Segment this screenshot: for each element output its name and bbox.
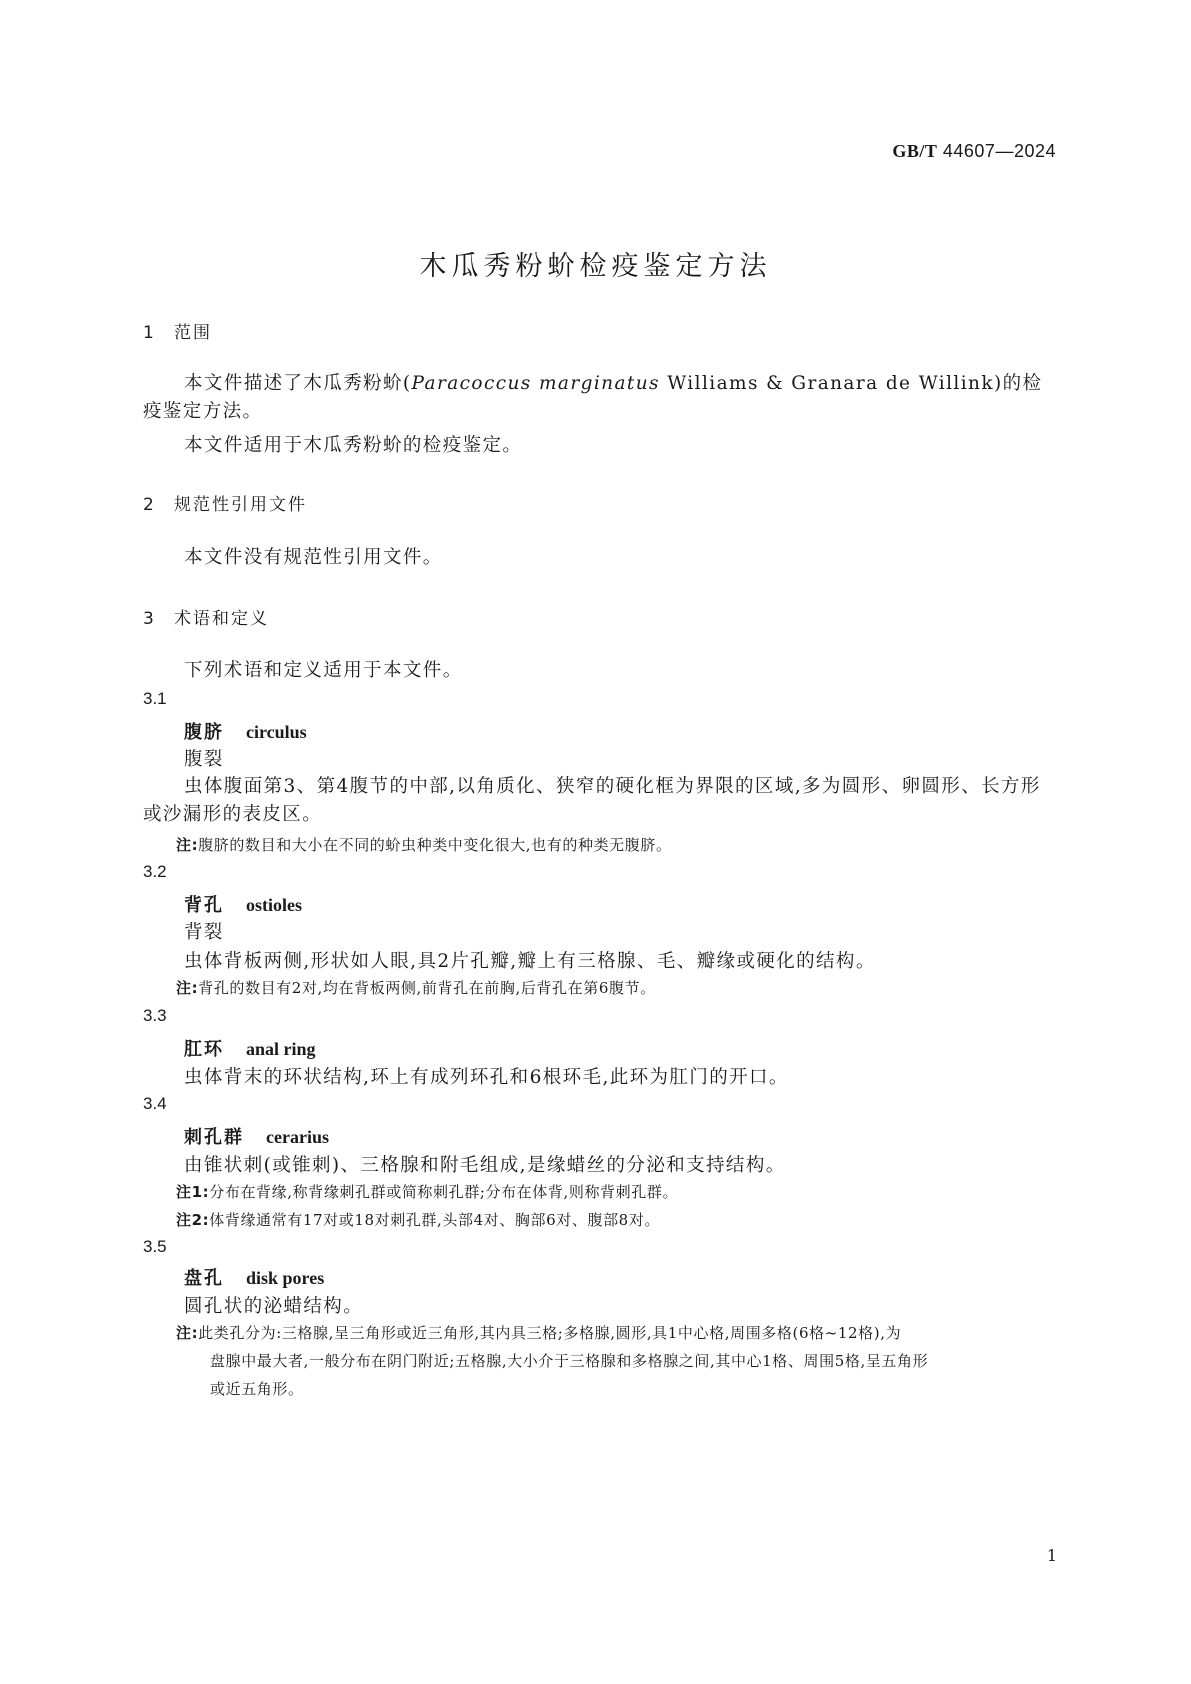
- references-paragraph: 本文件没有规范性引用文件。: [184, 547, 443, 568]
- term-circulus: 腹脐 circulus: [184, 722, 307, 743]
- document-title: 木瓜秀粉蚧检疫鉴定方法: [419, 251, 772, 282]
- term-ostioles: 背孔 ostioles: [184, 895, 302, 916]
- term-note: 注:背孔的数目有2对,均在背板两侧,前背孔在前胸,后背孔在第6腹节。: [176, 979, 656, 997]
- term-definition: 虫体背板两侧,形状如人眼,具2片孔瓣,瓣上有三格腺、毛、瓣缘或硬化的结构。: [184, 951, 876, 972]
- term-note-1: 注1:分布在背缘,称背缘刺孔群或简称刺孔群;分布在体背,则称背刺孔群。: [176, 1183, 679, 1201]
- term-note-continuation: 或近五角形。: [210, 1380, 304, 1398]
- standard-number: GB/T 44607—2024: [892, 141, 1056, 161]
- term-disk-pores: 盘孔 disk pores: [184, 1268, 325, 1289]
- clause-number: 3.2: [143, 862, 167, 881]
- clause-number: 3.5: [143, 1237, 167, 1256]
- term-definition: 虫体背末的环状结构,环上有成列环孔和6根环毛,此环为肛门的开口。: [184, 1067, 789, 1088]
- term-definition: 圆孔状的泌蜡结构。: [184, 1296, 364, 1317]
- term-anal-ring: 肛环 anal ring: [184, 1039, 316, 1060]
- terms-intro: 下列术语和定义适用于本文件。: [184, 660, 463, 681]
- term-note: 注:此类孔分为:三格腺,呈三角形或近三角形,其内具三格;多格腺,圆形,具1中心格,周围多格(6格~12格),为: [176, 1324, 902, 1342]
- term-definition: 虫体腹面第3、第4腹节的中部,以角质化、狭窄的硬化框为界限的区域,多为圆形、卵圆形、长方形或沙漏形的表皮区。: [143, 776, 1041, 825]
- term-definition: 由锥状刺(或锥刺)、三格腺和附毛组成,是缘蜡丝的分泌和支持结构。: [184, 1155, 786, 1176]
- term-synonym: 背裂: [184, 922, 224, 943]
- clause-number: 3.4: [143, 1094, 167, 1113]
- term-note-continuation: 盘腺中最大者,一般分布在阴门附近;五格腺,大小介于三格腺和多格腺之间,其中心1格、周围5格,呈五角形: [210, 1352, 929, 1370]
- scope-paragraph-2: 本文件适用于木瓜秀粉蚧的检疫鉴定。: [184, 435, 523, 456]
- section-heading-scope: 1 范围: [143, 323, 212, 343]
- clause-number: 3.1: [143, 689, 167, 708]
- section-heading-references: 2 规范性引用文件: [143, 495, 307, 515]
- section-heading-terms: 3 术语和定义: [143, 609, 269, 629]
- scope-paragraph-1: 本文件描述了木瓜秀粉蚧(Paracoccus marginatus Williams & Granara de Willink)的检疫鉴定方法。: [143, 373, 1043, 422]
- page-number: 1: [1046, 1546, 1057, 1565]
- term-note: 注:腹脐的数目和大小在不同的蚧虫种类中变化很大,也有的种类无腹脐。: [176, 836, 672, 854]
- term-synonym: 腹裂: [184, 749, 224, 770]
- term-note-2: 注2:体背缘通常有17对或18对刺孔群,头部4对、胸部6对、腹部8对。: [176, 1211, 661, 1229]
- clause-number: 3.3: [143, 1006, 167, 1025]
- term-cerarius: 刺孔群 cerarius: [184, 1127, 329, 1148]
